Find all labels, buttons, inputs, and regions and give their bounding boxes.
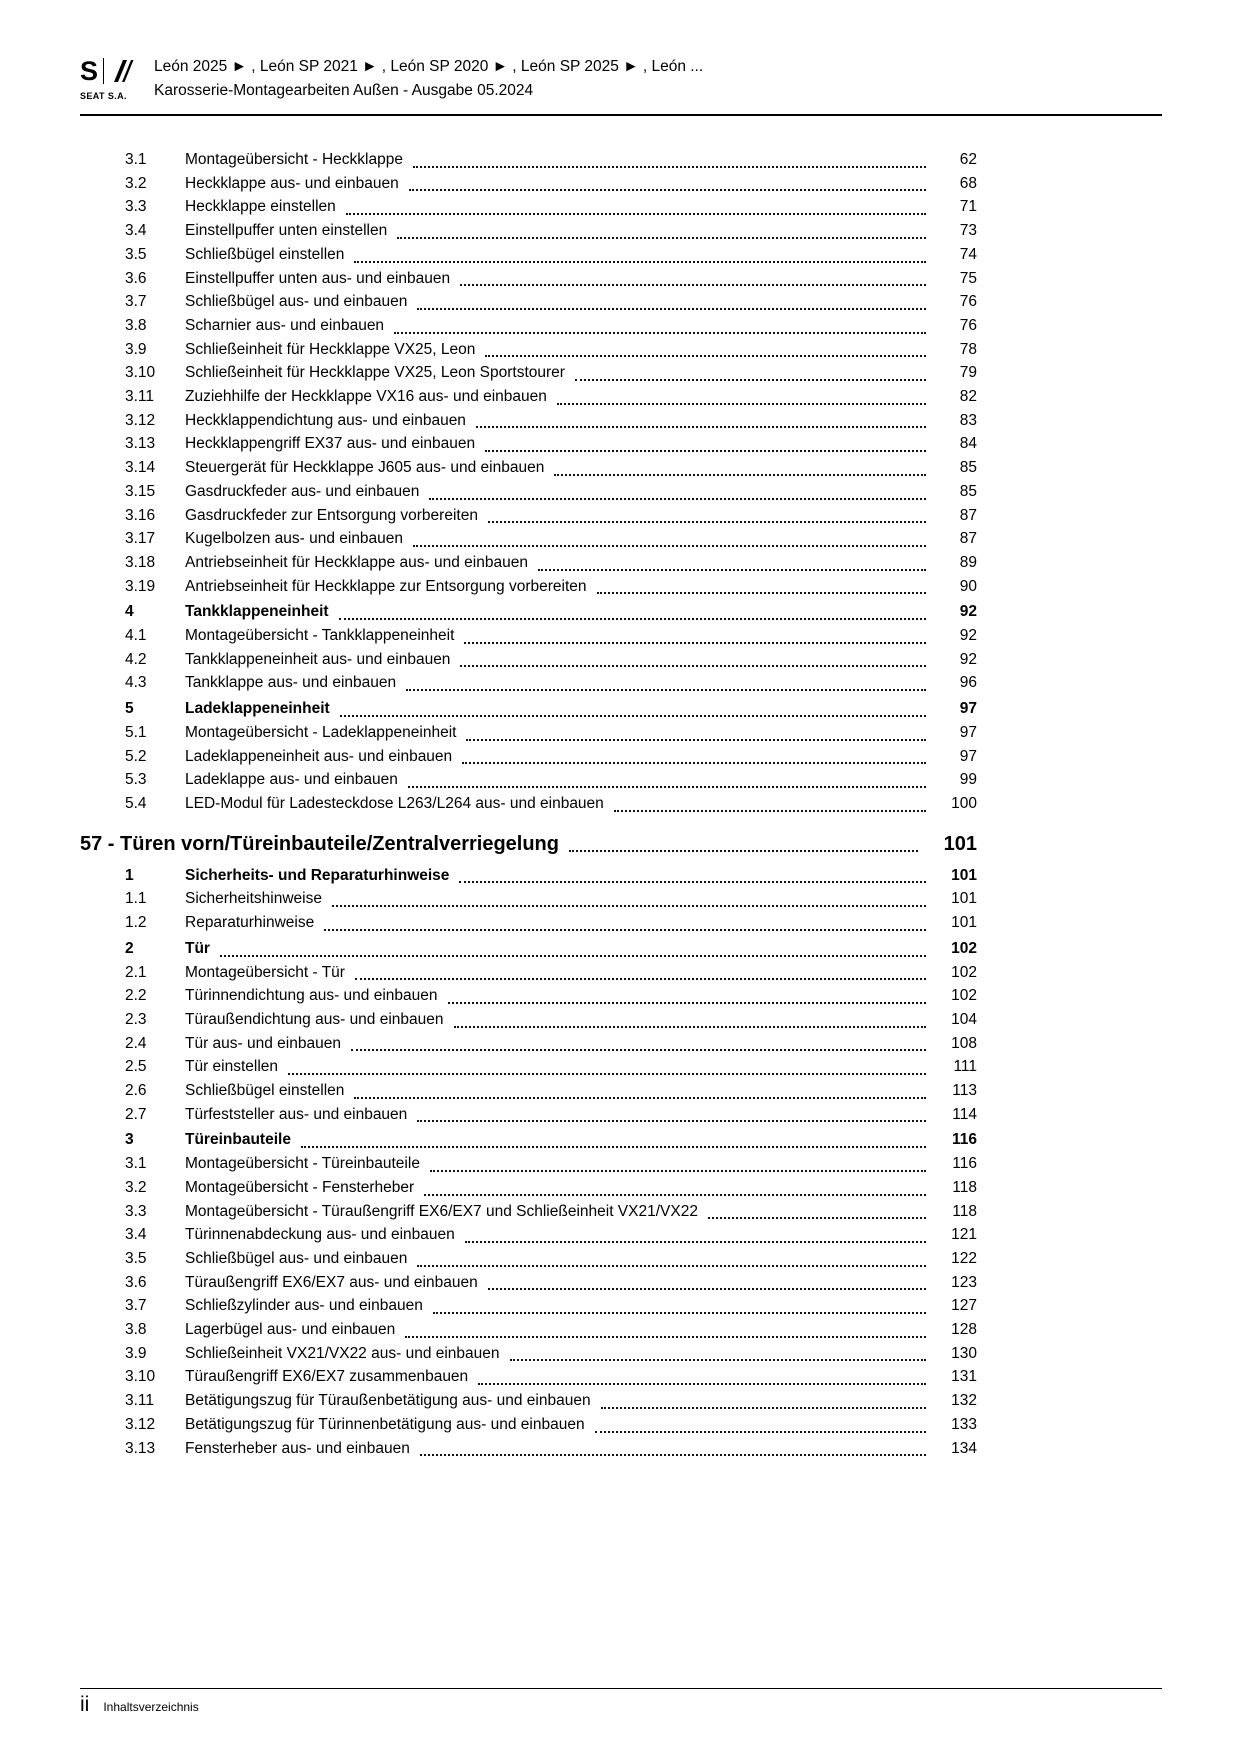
toc-entry-title: Montageübersicht - Heckklappe <box>185 151 403 168</box>
toc-entry-page: 116 <box>952 1155 977 1173</box>
toc-entry-number: 3.6 <box>125 1273 147 1291</box>
toc-entry-title: Tankklappe aus- und einbauen <box>185 674 397 692</box>
toc-row <box>80 1103 977 1127</box>
toc-entry-page: 134 <box>951 1439 977 1457</box>
dot-leader <box>220 955 926 957</box>
toc-entry-title: Ladeklappeneinheit aus- und einbauen <box>185 747 453 765</box>
toc-entry-title: Montageübersicht - Türeinbauteile <box>185 1155 420 1173</box>
toc-entry-number: 4.1 <box>125 627 147 645</box>
toc-entry-page: 92 <box>959 650 977 668</box>
toc-entry-page: 102 <box>951 963 977 981</box>
dot-leader <box>301 1146 926 1148</box>
toc-row <box>80 624 977 648</box>
toc-entry-number: 3 <box>125 1131 134 1149</box>
toc-entry-number: 2.4 <box>125 1034 147 1052</box>
dot-leader <box>332 905 926 907</box>
toc-row <box>80 600 977 624</box>
toc-entry-title: Tankklappeneinheit <box>185 603 329 621</box>
toc-entry-number: 2.2 <box>125 987 147 1005</box>
toc-entry-title: 57 - Türen vorn/Türeinbauteile/Zentralverriegelung <box>80 832 559 855</box>
toc-row <box>80 1365 977 1389</box>
toc-row <box>80 1128 977 1152</box>
toc-entry-page: 87 <box>959 506 977 524</box>
toc-entry-title: Türfeststeller aus- und einbauen <box>185 1105 408 1123</box>
toc-entry-page: 108 <box>951 1034 977 1052</box>
toc-entry-number: 3.17 <box>125 530 156 548</box>
toc-entry-title: Lagerbügel aus- und einbauen <box>185 1321 396 1339</box>
dot-leader <box>595 1431 926 1433</box>
toc-row <box>80 1032 977 1056</box>
toc-row <box>80 937 977 961</box>
toc-entry-number: 3.3 <box>125 1202 147 1220</box>
toc-entry-number: 3.8 <box>125 1321 147 1339</box>
toc-entry-title: Montageübersicht - Türaußengriff EX6/EX7 und Schließeinheit VX21/VX22 <box>185 1202 698 1220</box>
toc-entry-title: Montageübersicht - Fensterheber <box>185 1178 415 1196</box>
toc-row <box>80 745 977 769</box>
company-name: SEAT S.A. <box>80 91 127 101</box>
toc-row <box>80 551 977 575</box>
toc-entry-page: 130 <box>951 1344 977 1362</box>
dot-leader <box>405 1336 926 1338</box>
dot-leader <box>459 881 926 883</box>
toc-entry-title: Einstellpuffer unten aus- und einbauen <box>185 269 451 287</box>
toc-entry-number: 3.10 <box>125 364 156 382</box>
toc-entry-page: 121 <box>951 1226 977 1244</box>
toc-entry-number: 3.8 <box>125 316 147 334</box>
toc-entry-number: 3.7 <box>125 293 147 311</box>
toc-entry-number: 3.9 <box>125 340 147 358</box>
toc-entry-page: 82 <box>959 388 977 406</box>
toc-entry-page: 89 <box>959 553 977 571</box>
toc-entry-page: 92 <box>959 603 977 621</box>
dot-leader <box>394 332 926 334</box>
toc-entry-title: Montageübersicht - Ladeklappeneinheit <box>185 723 457 741</box>
toc-entry-number: 3.12 <box>125 411 156 429</box>
toc-entry-page: 133 <box>951 1415 977 1433</box>
dot-leader <box>538 569 926 571</box>
dot-leader <box>351 1049 926 1051</box>
toc-entry-number: 5.1 <box>125 723 147 741</box>
toc-entry-page: 123 <box>951 1273 977 1291</box>
toc-entry-page: 97 <box>959 723 977 741</box>
toc-row <box>80 504 977 528</box>
toc-row <box>80 527 977 551</box>
toc-entry-page: 62 <box>959 151 977 168</box>
toc-entry-page: 118 <box>952 1178 977 1196</box>
toc-entry-number: 2.3 <box>125 1010 147 1028</box>
dot-leader <box>324 929 926 931</box>
footer-divider <box>80 1688 1162 1689</box>
toc-entry-number: 2 <box>125 939 134 957</box>
models-line: León 2025 ► , León SP 2021 ► , León SP 2020 ► , León SP 2025 ► , León ... <box>154 58 704 75</box>
dot-leader <box>354 261 926 263</box>
toc <box>80 148 977 1460</box>
dot-leader <box>510 1359 926 1361</box>
toc-entry-number: 1 <box>125 866 134 884</box>
toc-entry-page: 118 <box>952 1202 977 1220</box>
toc-entry-number: 3.18 <box>125 553 156 571</box>
toc-row <box>80 480 977 504</box>
toc-entry-page: 102 <box>951 987 977 1005</box>
toc-entry-number: 3.1 <box>125 1155 147 1173</box>
dot-leader <box>354 1097 926 1099</box>
dot-leader <box>464 642 926 644</box>
toc-entry-number: 3.14 <box>125 459 156 477</box>
toc-row <box>80 172 977 196</box>
dot-leader <box>417 1120 926 1122</box>
dot-leader <box>346 213 926 215</box>
toc-entry-page: 113 <box>952 1082 977 1100</box>
toc-entry-page: 71 <box>959 198 977 216</box>
toc-entry-number: 3.3 <box>125 198 147 216</box>
dot-leader <box>340 715 926 717</box>
dot-leader <box>476 426 926 428</box>
toc-row <box>80 1294 977 1318</box>
seat-s-logo: S <box>80 55 98 86</box>
dot-leader <box>488 1288 926 1290</box>
toc-entry-number: 4.3 <box>125 674 147 692</box>
toc-entry-page: 84 <box>959 435 977 453</box>
dot-leader <box>614 810 926 812</box>
toc-entry-number: 3.13 <box>125 435 156 453</box>
dot-leader <box>417 308 926 310</box>
toc-row <box>80 409 977 433</box>
toc-entry-number: 3.12 <box>125 1415 156 1433</box>
toc-entry-title: Türaußengriff EX6/EX7 aus- und einbauen <box>185 1273 478 1291</box>
toc-entry-title: Gasdruckfeder zur Entsorgung vorbereiten <box>185 506 478 524</box>
footer-label: Inhaltsverzeichnis <box>103 1700 199 1714</box>
toc-entry-title: Schließbügel einstellen <box>185 1082 345 1100</box>
toc-entry-title: Steuergerät für Heckklappe J605 aus- und einbauen <box>185 459 545 477</box>
toc-row <box>80 148 977 172</box>
toc-row <box>80 338 977 362</box>
toc-entry-title: Schließbügel aus- und einbauen <box>185 1249 408 1267</box>
toc-entry-page: 83 <box>959 411 977 429</box>
toc-entry-title: Türaußengriff EX6/EX7 zusammenbauen <box>185 1368 469 1386</box>
toc-row <box>80 1342 977 1366</box>
toc-entry-title: Zuziehhilfe der Heckklappe VX16 aus- und einbauen <box>185 388 547 406</box>
dot-leader <box>601 1407 926 1409</box>
toc-entry-title: Montageübersicht - Tankklappeneinheit <box>185 627 455 645</box>
toc-entry-title: Tankklappeneinheit aus- und einbauen <box>185 650 451 668</box>
footer-page-number: ii <box>80 1693 90 1716</box>
toc-entry-page: 76 <box>959 293 977 311</box>
dot-leader <box>485 355 926 357</box>
dot-leader <box>554 474 926 476</box>
toc-entry-title: Einstellpuffer unten einstellen <box>185 222 388 240</box>
toc-entry-page: 102 <box>951 939 977 957</box>
toc-entry-page: 114 <box>952 1105 977 1123</box>
toc-entry-page: 122 <box>951 1249 977 1267</box>
toc-entry-title: Ladeklappeneinheit <box>185 700 330 718</box>
toc-row <box>80 1152 977 1176</box>
toc-entry-page: 101 <box>951 866 977 884</box>
toc-entry-number: 3.5 <box>125 1249 147 1267</box>
dot-leader <box>288 1073 926 1075</box>
dot-leader <box>448 1002 927 1004</box>
page-header <box>80 54 1162 102</box>
dot-leader <box>569 850 918 852</box>
toc-row <box>80 831 977 857</box>
dot-leader <box>465 1241 926 1243</box>
toc-row <box>80 385 977 409</box>
toc-entry-number: 5.2 <box>125 747 147 765</box>
dot-leader <box>420 1454 926 1456</box>
toc-row <box>80 648 977 672</box>
toc-row <box>80 1055 977 1079</box>
toc-entry-title: Ladeklappe aus- und einbauen <box>185 771 398 789</box>
dot-leader <box>466 739 926 741</box>
toc-entry-number: 5.3 <box>125 771 147 789</box>
seat-emblem-icon <box>110 57 134 85</box>
toc-entry-number: 3.4 <box>125 222 147 240</box>
toc-entry-number: 3.5 <box>125 245 147 263</box>
toc-entry-page: 131 <box>951 1368 977 1386</box>
toc-entry-title: Kugelbolzen aus- und einbauen <box>185 530 404 548</box>
toc-entry-page: 99 <box>959 771 977 789</box>
page-footer <box>80 1692 199 1718</box>
toc-entry-title: Heckklappe einstellen <box>185 198 336 216</box>
toc-entry-page: 128 <box>951 1321 977 1339</box>
toc-row <box>80 1247 977 1271</box>
toc-entry-title: Fensterheber aus- und einbauen <box>185 1439 410 1457</box>
toc-entry-title: Montageübersicht - Tür <box>185 963 345 981</box>
logo-divider <box>103 58 104 84</box>
toc-entry-title: Schließeinheit VX21/VX22 aus- und einbauen <box>185 1344 500 1362</box>
toc-row <box>80 887 977 911</box>
toc-entry-title: Türinnendichtung aus- und einbauen <box>185 987 438 1005</box>
toc-entry-page: 104 <box>951 1010 977 1028</box>
toc-entry-title: Sicherheitshinweise <box>185 890 322 908</box>
dot-leader <box>413 545 926 547</box>
toc-entry-title: Schließeinheit für Heckklappe VX25, Leon Sportstourer <box>185 364 565 382</box>
toc-entry-number: 3.13 <box>125 1439 156 1457</box>
toc-entry-title: Heckklappendichtung aus- und einbauen <box>185 411 466 429</box>
toc-entry-number: 3.16 <box>125 506 156 524</box>
dot-leader <box>454 1026 926 1028</box>
dot-leader <box>597 592 926 594</box>
toc-entry-number: 3.9 <box>125 1344 147 1362</box>
toc-entry-title: Antriebseinheit für Heckklappe zur Entsorgung vorbereiten <box>185 577 587 595</box>
toc-entry-title: Tür aus- und einbauen <box>185 1034 341 1052</box>
toc-row <box>80 1318 977 1342</box>
toc-row <box>80 314 977 338</box>
toc-entry-number: 2.5 <box>125 1058 147 1076</box>
toc-row <box>80 432 977 456</box>
toc-row <box>80 267 977 291</box>
toc-entry-page: 78 <box>959 340 977 358</box>
toc-entry-title: Betätigungszug für Türaußenbetätigung aus- und einbauen <box>185 1392 591 1410</box>
toc-entry-title: Sicherheits- und Reparaturhinweise <box>185 866 450 884</box>
toc-entry-number: 3.7 <box>125 1297 147 1315</box>
toc-row <box>80 768 977 792</box>
toc-row <box>80 984 977 1008</box>
toc-entry-title: Heckklappengriff EX37 aus- und einbauen <box>185 435 476 453</box>
toc-entry-page: 101 <box>951 890 977 908</box>
toc-entry-page: 79 <box>959 364 977 382</box>
toc-entry-number: 3.11 <box>125 388 155 406</box>
toc-row <box>80 671 977 695</box>
dot-leader <box>417 1265 926 1267</box>
dot-leader <box>406 689 926 691</box>
toc-entry-page: 87 <box>959 530 977 548</box>
toc-row <box>80 697 977 721</box>
toc-entry-number: 1.1 <box>125 890 147 908</box>
toc-row <box>80 1389 977 1413</box>
toc-entry-page: 100 <box>951 794 977 812</box>
toc-row <box>80 1079 977 1103</box>
toc-row <box>80 1176 977 1200</box>
toc-row <box>80 456 977 480</box>
dot-leader <box>488 521 926 523</box>
toc-entry-number: 1.2 <box>125 914 147 932</box>
toc-entry-page: 101 <box>951 914 977 932</box>
toc-entry-number: 2.1 <box>125 963 147 981</box>
toc-row <box>80 961 977 985</box>
toc-entry-title: Heckklappe aus- und einbauen <box>185 174 399 192</box>
toc-row <box>80 792 977 816</box>
toc-entry-title: Scharnier aus- und einbauen <box>185 316 385 334</box>
toc-entry-page: 92 <box>959 627 977 645</box>
toc-entry-page: 73 <box>959 222 977 240</box>
toc-row <box>80 575 977 599</box>
toc-entry-page: 74 <box>959 245 977 263</box>
toc-entry-number: 3.10 <box>125 1368 156 1386</box>
dot-leader <box>460 665 926 667</box>
dot-leader <box>429 498 926 500</box>
toc-row <box>80 1437 977 1461</box>
toc-row <box>80 911 977 935</box>
toc-entry-page: 68 <box>959 174 977 192</box>
toc-entry-page: 90 <box>959 577 977 595</box>
dot-leader <box>355 978 926 980</box>
toc-entry-page: 76 <box>959 316 977 334</box>
toc-entry-page: 97 <box>959 747 977 765</box>
toc-entry-title: Türinnenabdeckung aus- und einbauen <box>185 1226 455 1244</box>
dot-leader <box>424 1194 926 1196</box>
dot-leader <box>557 403 926 405</box>
toc-entry-number: 5.4 <box>125 794 147 812</box>
dot-leader <box>460 284 926 286</box>
toc-entry-number: 3.1 <box>125 151 147 168</box>
toc-entry-title: Türeinbauteile <box>185 1131 291 1149</box>
toc-entry-page: 75 <box>959 269 977 287</box>
toc-entry-title: Tür <box>185 939 210 957</box>
brand-logo <box>80 54 152 102</box>
dot-leader <box>485 450 926 452</box>
toc-entry-number: 3.6 <box>125 269 147 287</box>
toc-entry-number: 3.2 <box>125 174 147 192</box>
toc-entry-title: Schließeinheit für Heckklappe VX25, Leon <box>185 340 476 358</box>
toc-entry-title: Schließzylinder aus- und einbauen <box>185 1297 423 1315</box>
toc-entry-number: 3.4 <box>125 1226 147 1244</box>
dot-leader <box>397 237 926 239</box>
toc-entry-title: Betätigungszug für Türinnenbetätigung aus- und einbauen <box>185 1415 585 1433</box>
toc-entry-number: 2.7 <box>125 1105 147 1123</box>
toc-row <box>80 1200 977 1224</box>
dot-leader <box>575 379 926 381</box>
toc-entry-number: 4.2 <box>125 650 147 668</box>
toc-row <box>80 1271 977 1295</box>
toc-entry-page: 111 <box>953 1058 977 1076</box>
dot-leader <box>708 1217 926 1219</box>
toc-entry-page: 97 <box>959 700 977 718</box>
toc-entry-title: Schließbügel einstellen <box>185 245 345 263</box>
dot-leader <box>409 189 926 191</box>
toc-entry-page: 116 <box>951 1131 977 1149</box>
toc-row <box>80 1008 977 1032</box>
toc-entry-number: 3.15 <box>125 482 156 500</box>
toc-entry-number: 2.6 <box>125 1082 147 1100</box>
toc-entry-title: Reparaturhinweise <box>185 914 315 932</box>
toc-row <box>80 195 977 219</box>
toc-row <box>80 1223 977 1247</box>
toc-entry-title: LED-Modul für Ladesteckdose L263/L264 aus- und einbauen <box>185 794 604 812</box>
toc-entry-number: 3.2 <box>125 1178 147 1196</box>
toc-row <box>80 864 977 888</box>
toc-entry-title: Antriebseinheit für Heckklappe aus- und einbauen <box>185 553 528 571</box>
toc-row <box>80 361 977 385</box>
toc-row <box>80 243 977 267</box>
dot-leader <box>413 166 926 168</box>
toc-entry-number: 5 <box>125 700 134 718</box>
toc-entry-title: Türaußendichtung aus- und einbauen <box>185 1010 444 1028</box>
toc-row <box>80 290 977 314</box>
toc-entry-number: 3.19 <box>125 577 156 595</box>
toc-row <box>80 219 977 243</box>
dot-leader <box>478 1383 926 1385</box>
toc-entry-page: 132 <box>951 1392 977 1410</box>
dot-leader <box>433 1312 926 1314</box>
toc-entry-number: 4 <box>125 603 134 621</box>
toc-entry-page: 85 <box>959 459 977 477</box>
toc-entry-title: Tür einstellen <box>185 1058 279 1076</box>
header-divider <box>80 114 1162 116</box>
dot-leader <box>462 762 926 764</box>
toc-entry-page: 85 <box>959 482 977 500</box>
toc-row <box>80 1413 977 1437</box>
toc-entry-title: Schließbügel aus- und einbauen <box>185 293 408 311</box>
toc-entry-title: Gasdruckfeder aus- und einbauen <box>185 482 420 500</box>
dot-leader <box>408 786 926 788</box>
dot-leader <box>430 1170 926 1172</box>
dot-leader <box>339 618 926 620</box>
toc-row <box>80 721 977 745</box>
toc-entry-page: 101 <box>943 832 977 855</box>
toc-entry-page: 96 <box>959 674 977 692</box>
toc-entry-number: 3.11 <box>125 1392 155 1410</box>
toc-entry-page: 127 <box>951 1297 977 1315</box>
doc-subtitle: Karosserie-Montagearbeiten Außen - Ausgabe 05.2024 <box>154 82 534 99</box>
